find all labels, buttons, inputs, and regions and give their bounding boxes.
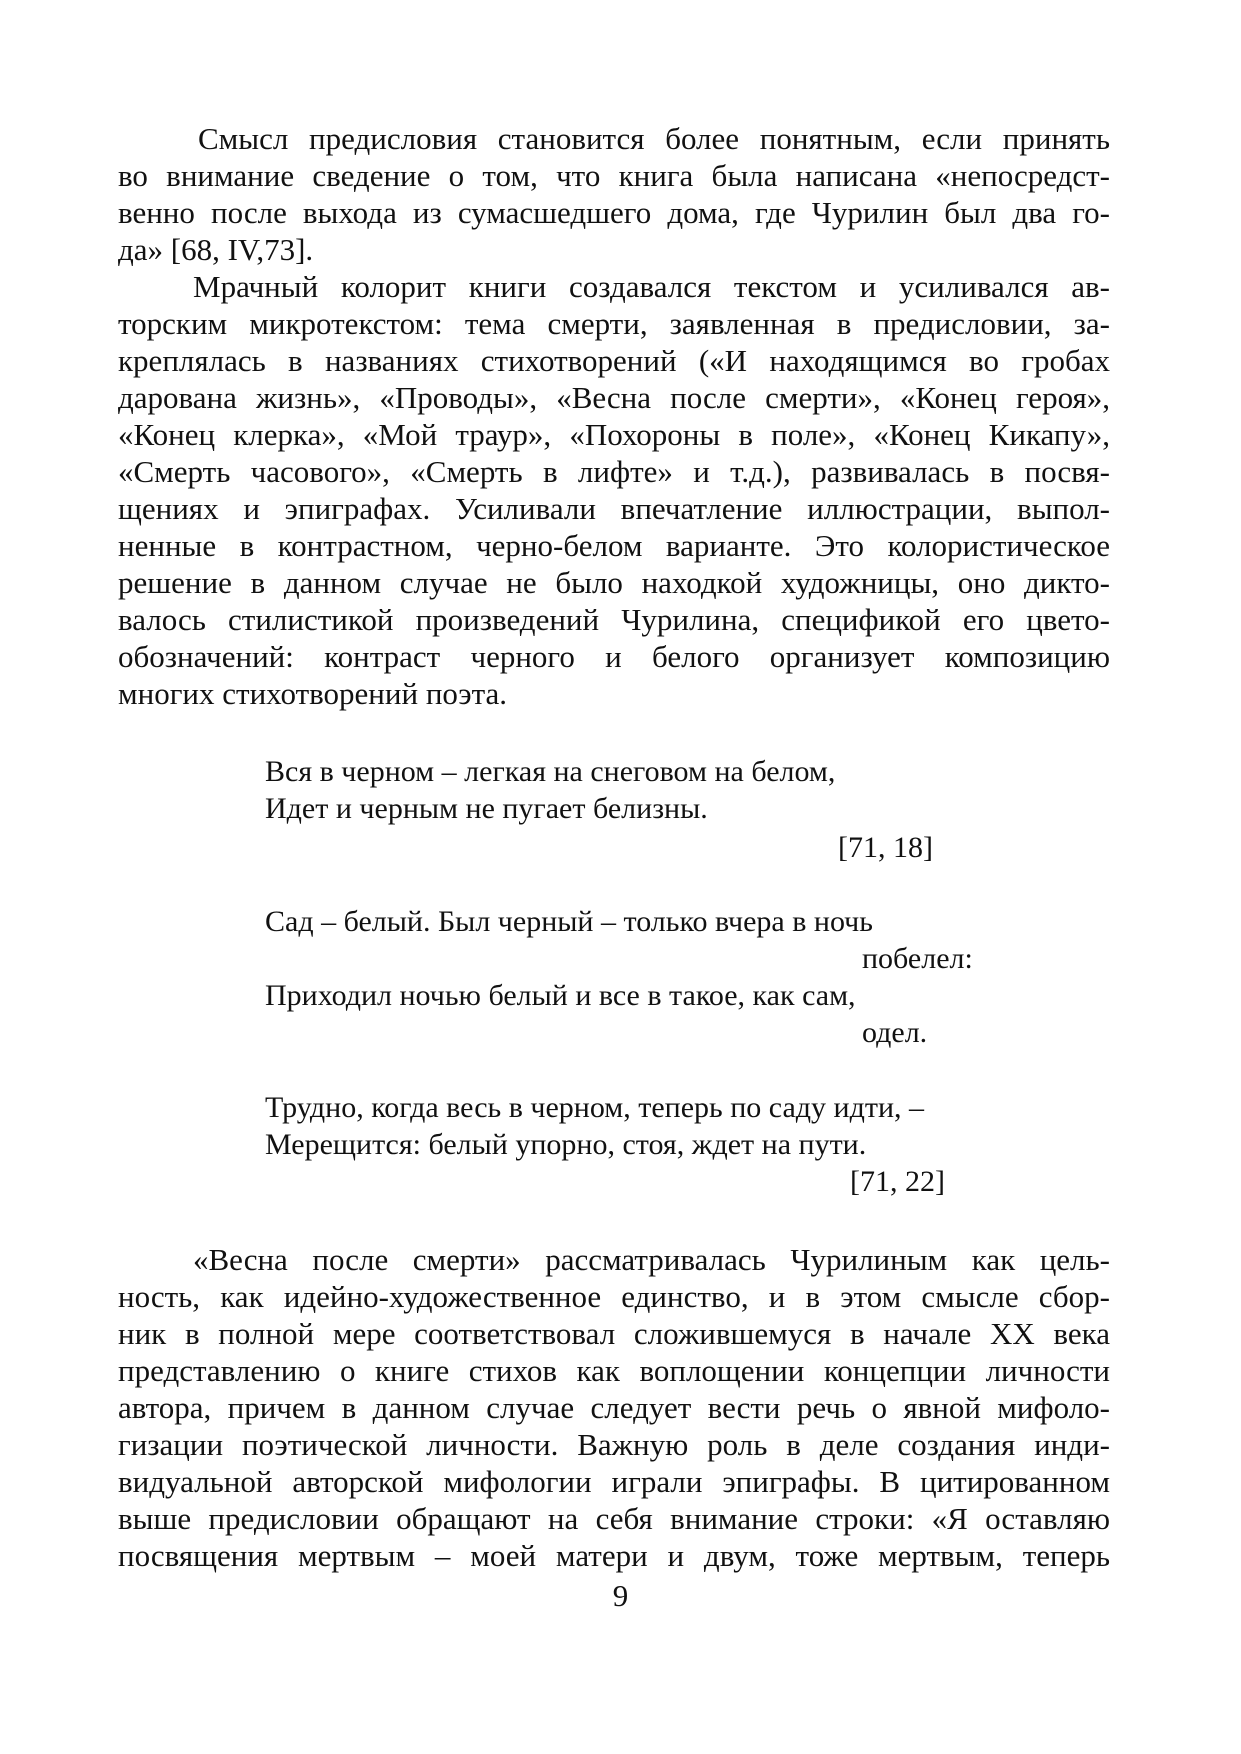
paragraph-3-line-8: выше предисловии обращают на себя внимание строки: «Я оставляю	[118, 1501, 1110, 1536]
paragraph-2-line-10: валось стилистикой произведений Чурилина, спецификой его цвето-	[118, 602, 1110, 637]
paragraph-3-line-2: ность, как идейно-художественное единство, и в этом смысле сбор-	[118, 1279, 1110, 1314]
paragraph-1-line-2: во внимание сведение о том, что книга была написана «непосредст-	[118, 158, 1110, 193]
paragraph-2-line-11: обозначений: контраст черного и белого организует композицию	[118, 639, 1110, 674]
paragraph-2-line-12: многих стихотворений поэта.	[118, 676, 508, 711]
paragraph-3-line-7: видуальной авторской мифологии играли эпиграфы. В цитированном	[118, 1464, 1110, 1499]
paragraph-3-line-3: ник в полной мере соответствовал сложившемуся в начале XX века	[118, 1316, 1110, 1351]
paragraph-3-line-1: «Весна после смерти» рассматривалась Чурилиным как цель-	[193, 1242, 1110, 1277]
paragraph-2-line-4: дарована жизнь», «Проводы», «Весна после смерти», «Конец героя»,	[118, 380, 1110, 415]
paragraph-2-line-2: торским микротекстом: тема смерти, заявленная в предисловии, за-	[118, 306, 1110, 341]
paragraph-3-line-4: представлению о книге стихов как воплощении концепции личности	[118, 1353, 1110, 1388]
paragraph-2-line-3: креплялась в названиях стихотворений («И находящимся во гробах	[118, 343, 1110, 378]
paragraph-1-line-1: Смысл предисловия становится более понятным, если принять	[198, 121, 1110, 156]
poem-1-line-1: Вся в черном – легкая на снеговом на белом,	[265, 755, 836, 788]
paragraph-2-line-5: «Конец клерка», «Мой траур», «Похороны в поле», «Конец Кикапу»,	[118, 417, 1110, 452]
paragraph-3-line-5: автора, причем в данном случае следует вести речь о явной мифоло-	[118, 1390, 1110, 1425]
paragraph-2-line-7: щениях и эпиграфах. Усиливали впечатление иллюстрации, выпол-	[118, 491, 1110, 526]
paragraph-3-line-9: посвящения мертвым – моей матери и двум, тоже мертвым, теперь	[118, 1538, 1110, 1573]
poem-3-line-1: Трудно, когда весь в черном, теперь по саду идти, –	[265, 1091, 925, 1124]
paragraph-2-line-8: ненные в контрастном, черно-белом варианте. Это колористическое	[118, 528, 1110, 563]
poem-1-line-2: Идет и черным не пугает белизны.	[265, 792, 708, 825]
poem-2-line-2: Приходил ночью белый и все в такое, как сам,	[265, 979, 856, 1012]
paragraph-1-line-4: да» [68, IV,73].	[118, 232, 314, 267]
paragraph-2-line-1: Мрачный колорит книги создавался текстом и усиливался ав-	[193, 269, 1110, 304]
paragraph-2-line-9: решение в данном случае не было находкой художницы, оно дикто-	[118, 565, 1110, 600]
poem-2-line-1: Сад – белый. Был черный – только вчера в ночь	[265, 905, 873, 938]
paragraph-3-line-6: гизации поэтической личности. Важную роль в деле создания инди-	[118, 1427, 1110, 1462]
poem-3-citation: [71, 22]	[850, 1165, 945, 1198]
paragraph-1-line-3: венно после выхода из сумасшедшего дома, где Чурилин был два го-	[118, 195, 1110, 230]
paragraph-2-line-6: «Смерть часового», «Смерть в лифте» и т.д.), развивалась в посвя-	[118, 454, 1110, 489]
poem-2-line-2-continuation: одел.	[862, 1016, 928, 1049]
page-number: 9	[612, 1578, 629, 1613]
poem-3-line-2: Мерещится: белый упорно, стоя, ждет на пути.	[265, 1128, 867, 1161]
poem-1-citation: [71, 18]	[838, 831, 933, 864]
poem-2-line-1-continuation: побелел:	[862, 942, 973, 975]
